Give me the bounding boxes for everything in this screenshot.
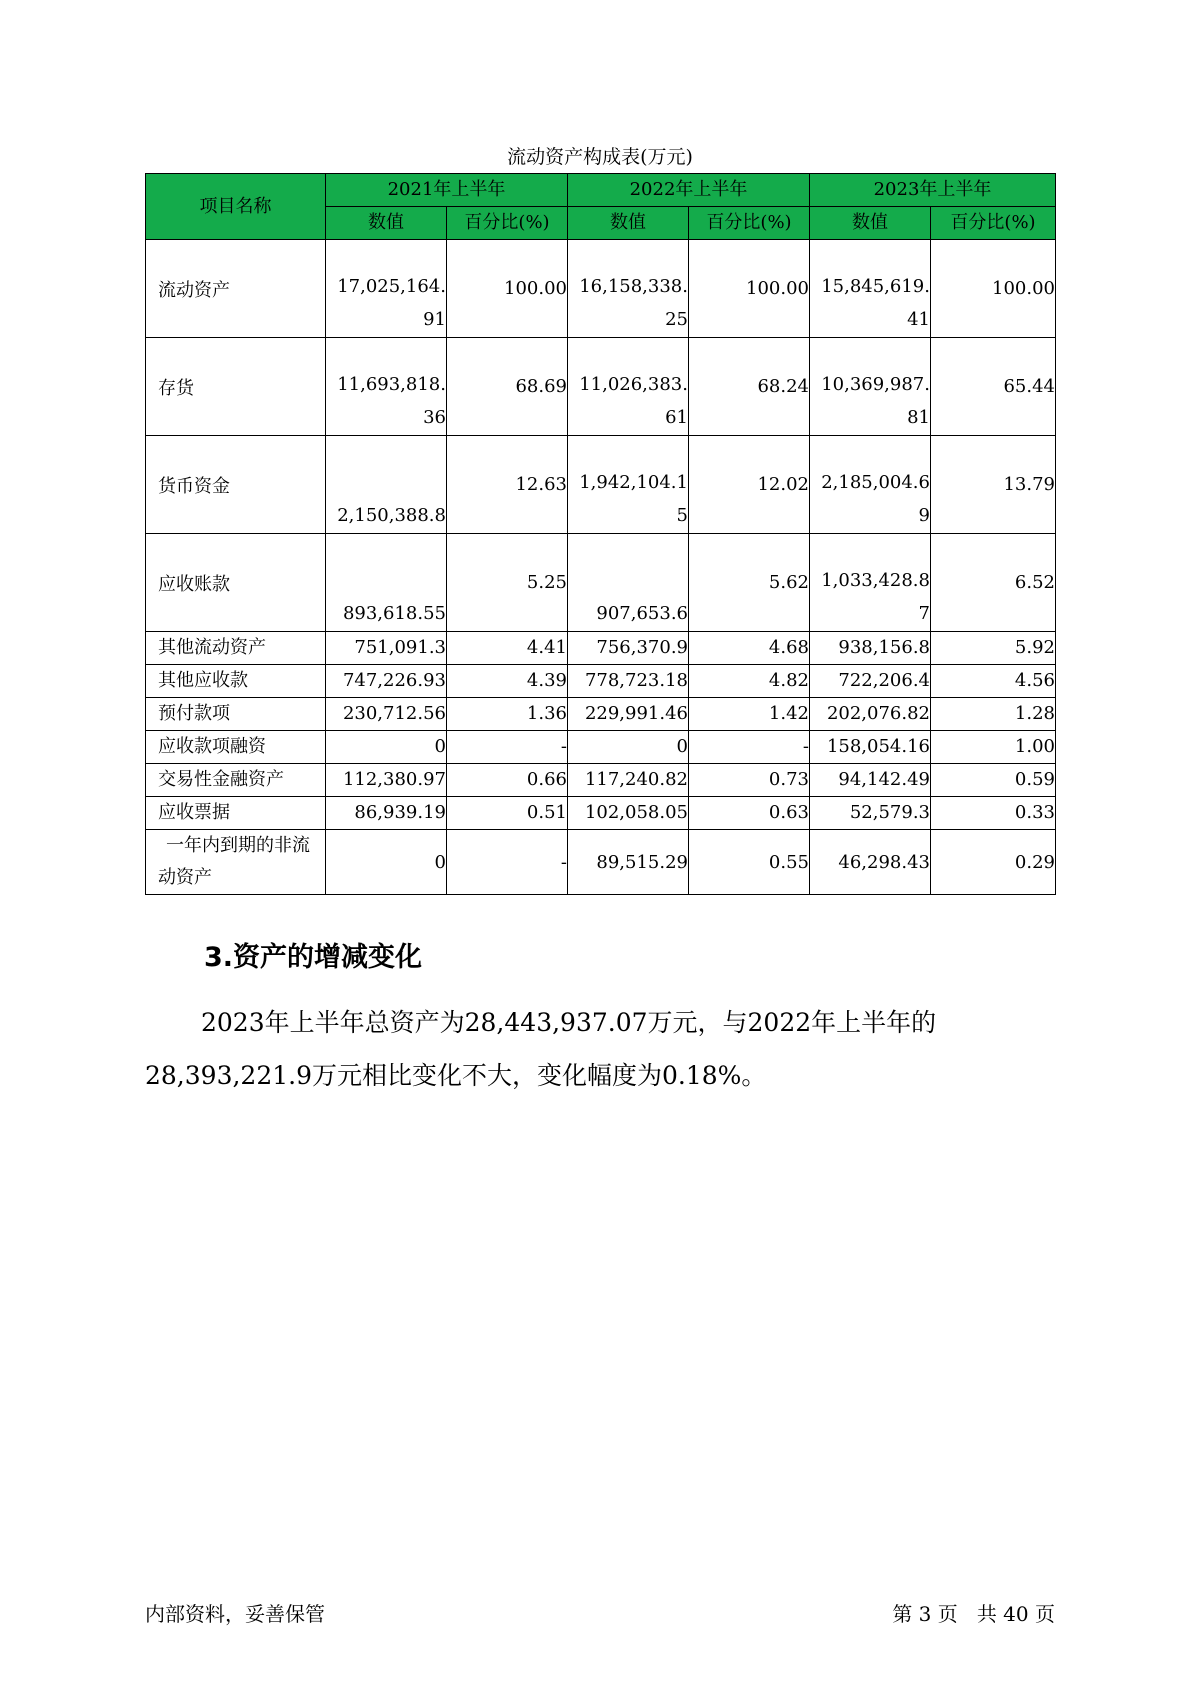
value-2023: 938,156.8 bbox=[810, 632, 931, 665]
header-pct-2021: 百分比(%) bbox=[447, 207, 568, 240]
table-caption: 流动资产构成表(万元) bbox=[507, 146, 693, 168]
table-row bbox=[146, 534, 1056, 632]
current-assets-table bbox=[145, 173, 1056, 895]
value-2022: 16,158,338.25 bbox=[568, 240, 689, 338]
row-name: 应收账款 bbox=[146, 534, 326, 632]
value-2022: 229,991.46 bbox=[568, 698, 689, 731]
value-2021: 893,618.55 bbox=[326, 534, 447, 632]
pct-2021: 0.51 bbox=[447, 797, 568, 830]
pct-2023: 0.29 bbox=[931, 830, 1056, 895]
table-row bbox=[146, 797, 1056, 830]
pct-2023: 0.33 bbox=[931, 797, 1056, 830]
pct-2021: 5.25 bbox=[447, 534, 568, 632]
pct-2023: 5.92 bbox=[931, 632, 1056, 665]
pct-2021: 12.63 bbox=[447, 436, 568, 534]
pct-2022: 68.24 bbox=[689, 338, 810, 436]
value-2021: 0 bbox=[326, 731, 447, 764]
footer-page-number: 第 3 页 共 40 页 bbox=[892, 1602, 1055, 1626]
section-paragraph bbox=[145, 996, 1055, 1102]
header-pct-2022: 百分比(%) bbox=[689, 207, 810, 240]
value-2023: 2,185,004.69 bbox=[810, 436, 931, 534]
pct-2023: 4.56 bbox=[931, 665, 1056, 698]
row-name: 交易性金融资产 bbox=[146, 764, 326, 797]
pct-2022: 5.62 bbox=[689, 534, 810, 632]
value-2021: 751,091.3 bbox=[326, 632, 447, 665]
value-2023: 10,369,987.81 bbox=[810, 338, 931, 436]
table-row bbox=[146, 731, 1056, 764]
value-2023: 94,142.49 bbox=[810, 764, 931, 797]
value-2023: 158,054.16 bbox=[810, 731, 931, 764]
pct-2022: 1.42 bbox=[689, 698, 810, 731]
pct-2022: 100.00 bbox=[689, 240, 810, 338]
header-pct-2023: 百分比(%) bbox=[931, 207, 1056, 240]
pct-2021: - bbox=[447, 830, 568, 895]
value-2022: 907,653.6 bbox=[568, 534, 689, 632]
value-2021: 86,939.19 bbox=[326, 797, 447, 830]
value-2021: 0 bbox=[326, 830, 447, 895]
value-2022: 1,942,104.15 bbox=[568, 436, 689, 534]
value-2022: 117,240.82 bbox=[568, 764, 689, 797]
row-name: 预付款项 bbox=[146, 698, 326, 731]
value-2023: 722,206.4 bbox=[810, 665, 931, 698]
value-2022: 0 bbox=[568, 731, 689, 764]
header-period-2022: 2022年上半年 bbox=[568, 174, 810, 207]
value-2023: 46,298.43 bbox=[810, 830, 931, 895]
value-2023: 1,033,428.87 bbox=[810, 534, 931, 632]
table-row bbox=[146, 698, 1056, 731]
table-row bbox=[146, 665, 1056, 698]
value-2021: 17,025,164.91 bbox=[326, 240, 447, 338]
value-2022: 778,723.18 bbox=[568, 665, 689, 698]
table-row bbox=[146, 240, 1056, 338]
pct-2022: - bbox=[689, 731, 810, 764]
pct-2023: 0.59 bbox=[931, 764, 1056, 797]
table-row bbox=[146, 436, 1056, 534]
value-2023: 15,845,619.41 bbox=[810, 240, 931, 338]
header-period-2023: 2023年上半年 bbox=[810, 174, 1056, 207]
pct-2021: 4.41 bbox=[447, 632, 568, 665]
row-name: 流动资产 bbox=[146, 240, 326, 338]
table-row bbox=[146, 764, 1056, 797]
pct-2021: - bbox=[447, 731, 568, 764]
table-row bbox=[146, 830, 1056, 895]
row-name: 存货 bbox=[146, 338, 326, 436]
value-2021: 11,693,818.36 bbox=[326, 338, 447, 436]
section-title: 3.资产的增减变化 bbox=[204, 942, 423, 973]
pct-2022: 4.82 bbox=[689, 665, 810, 698]
pct-2022: 0.55 bbox=[689, 830, 810, 895]
pct-2021: 1.36 bbox=[447, 698, 568, 731]
pct-2022: 0.63 bbox=[689, 797, 810, 830]
header-value-2023: 数值 bbox=[810, 207, 931, 240]
pct-2023: 1.00 bbox=[931, 731, 1056, 764]
pct-2021: 100.00 bbox=[447, 240, 568, 338]
header-item-name: 项目名称 bbox=[146, 174, 326, 240]
value-2022: 756,370.9 bbox=[568, 632, 689, 665]
pct-2023: 13.79 bbox=[931, 436, 1056, 534]
row-name: 应收款项融资 bbox=[146, 731, 326, 764]
value-2022: 11,026,383.61 bbox=[568, 338, 689, 436]
header-value-2021: 数值 bbox=[326, 207, 447, 240]
value-2022: 102,058.05 bbox=[568, 797, 689, 830]
value-2023: 202,076.82 bbox=[810, 698, 931, 731]
row-name: 货币资金 bbox=[146, 436, 326, 534]
value-2022: 89,515.29 bbox=[568, 830, 689, 895]
footer-confidential: 内部资料，妥善保管 bbox=[145, 1602, 325, 1626]
pct-2021: 68.69 bbox=[447, 338, 568, 436]
paragraph-text: 2023年上半年总资产为28,443,937.07万元，与2022年上半年的28,393,221.9万元相比变化不大，变化幅度为0.18%。 bbox=[145, 1008, 937, 1090]
header-period-2021: 2021年上半年 bbox=[326, 174, 568, 207]
pct-2022: 0.73 bbox=[689, 764, 810, 797]
pct-2021: 4.39 bbox=[447, 665, 568, 698]
value-2021: 112,380.97 bbox=[326, 764, 447, 797]
value-2021: 747,226.93 bbox=[326, 665, 447, 698]
pct-2023: 1.28 bbox=[931, 698, 1056, 731]
row-name: 一年内到期的非流动资产 bbox=[146, 830, 326, 895]
table-row bbox=[146, 338, 1056, 436]
pct-2023: 100.00 bbox=[931, 240, 1056, 338]
table-row bbox=[146, 632, 1056, 665]
value-2021: 230,712.56 bbox=[326, 698, 447, 731]
row-name: 应收票据 bbox=[146, 797, 326, 830]
value-2023: 52,579.3 bbox=[810, 797, 931, 830]
pct-2022: 12.02 bbox=[689, 436, 810, 534]
pct-2023: 6.52 bbox=[931, 534, 1056, 632]
row-name: 其他流动资产 bbox=[146, 632, 326, 665]
row-name: 其他应收款 bbox=[146, 665, 326, 698]
pct-2023: 65.44 bbox=[931, 338, 1056, 436]
value-2021: 2,150,388.8 bbox=[326, 436, 447, 534]
header-value-2022: 数值 bbox=[568, 207, 689, 240]
pct-2021: 0.66 bbox=[447, 764, 568, 797]
pct-2022: 4.68 bbox=[689, 632, 810, 665]
